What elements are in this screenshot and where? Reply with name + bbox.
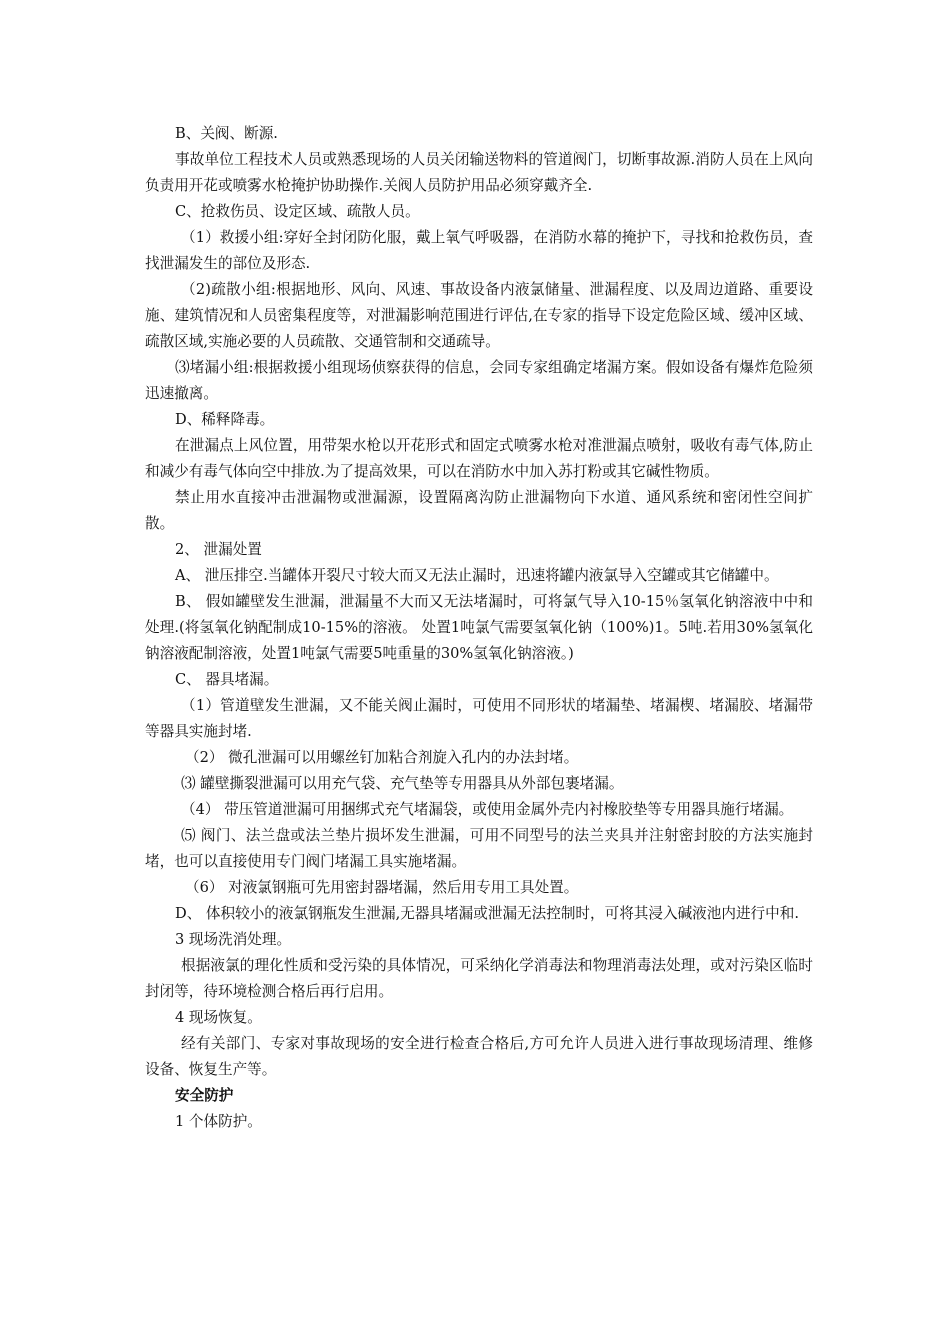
paragraph: 根据液氯的理化性质和受污染的具体情况，可采纳化学消毒法和物理消毒法处理，或对污染区临时封闭等，待环境检测合格后再行启用。: [145, 957, 813, 1000]
paragraph: ⑸ 阀门、法兰盘或法兰垫片损坏发生泄漏，可用不同型号的法兰夹具并注射密封胶的方法实施封堵，也可以直接使用专门阀门堵漏工具实施堵漏。: [145, 827, 813, 870]
paragraph: D、 体积较小的液氯钢瓶发生泄漏,无器具堵漏或泄漏无法控制时，可将其浸入碱液池内进行中和.: [175, 905, 799, 922]
paragraph: （2)疏散小组:根据地形、风向、风速、事故设备内液氯储量、泄漏程度、以及周边道路、重要设施、建筑情况和人员密集程度等，对泄漏影响范围进行评估,在专家的指导下设定危险区域、缓冲区域、疏散区域,实施必要的人员疏散、交通管制和交通疏导。: [145, 281, 813, 350]
document-body: [145, 121, 813, 1135]
section-heading: 4 现场恢复。: [175, 1009, 262, 1026]
paragraph: （4） 带压管道泄漏可用捆绑式充气堵漏袋，或使用金属外壳内衬橡胶垫等专用器具施行堵漏。: [181, 801, 794, 818]
paragraph: B、 假如罐壁发生泄漏，泄漏量不大而又无法堵漏时，可将氯气导入10-15％氢氧化钠溶液中中和处理.(将氢氧化钠配制成10-15%的溶液。 处置1吨氯气需要氢氧化钠（100%)1。5吨.若用30%氢氧化钠溶液配制溶液，处置1吨氯气需要5吨重量的30%氢氧化钠溶液。): [145, 593, 813, 662]
paragraph: 经有关部门、专家对事故现场的安全进行检查合格后,方可允许人员进入进行事故现场清理、维修设备、恢复生产等。: [145, 1035, 813, 1078]
paragraph: 禁止用水直接冲击泄漏物或泄漏源，设置隔离沟防止泄漏物向下水道、通风系统和密闭性空间扩散。: [145, 489, 813, 532]
paragraph: 事故单位工程技术人员或熟悉现场的人员关闭输送物料的管道阀门，切断事故源.消防人员在上风向负责用开花或喷雾水枪掩护协助操作.关阀人员防护用品必须穿戴齐全.: [145, 151, 813, 194]
paragraph: C、 器具堵漏。: [175, 671, 279, 688]
paragraph: ⑶堵漏小组:根据救援小组现场侦察获得的信息，会同专家组确定堵漏方案。假如设备有爆炸危险须迅速撤离。: [145, 359, 813, 402]
bold-heading: 安全防护: [175, 1087, 234, 1104]
paragraph: B、关阀、断源.: [175, 125, 278, 142]
section-heading: 2、 泄漏处置: [175, 541, 262, 558]
paragraph: （6） 对液氯钢瓶可先用密封器堵漏，然后用专用工具处置。: [185, 879, 579, 896]
paragraph: 在泄漏点上风位置，用带架水枪以开花形式和固定式喷雾水枪对准泄漏点喷射，吸收有毒气体,防止和减少有毒气体向空中排放.为了提高效果，可以在消防水中加入苏打粉或其它碱性物质。: [145, 437, 813, 480]
section-heading: 1 个体防护。: [175, 1113, 262, 1130]
paragraph: （2） 微孔泄漏可以用螺丝钉加粘合剂旋入孔内的办法封堵。: [185, 749, 579, 766]
paragraph: A、 泄压排空.当罐体开裂尺寸较大而又无法止漏时，迅速将罐内液氯导入空罐或其它储罐中。: [175, 567, 779, 584]
paragraph: C、抢救伤员、设定区域、疏散人员。: [175, 203, 420, 220]
paragraph: （1）管道壁发生泄漏，又不能关阀止漏时，可使用不同形状的堵漏垫、堵漏楔、堵漏胶、堵漏带等器具实施封堵.: [145, 697, 813, 740]
paragraph: （1）救援小组:穿好全封闭防化服，戴上氧气呼吸器，在消防水幕的掩护下，寻找和抢救伤员，查找泄漏发生的部位及形态.: [145, 229, 813, 272]
paragraph: ⑶ 罐壁撕裂泄漏可以用充气袋、充气垫等专用器具从外部包裹堵漏。: [181, 775, 624, 792]
section-heading: 3 现场洗消处理。: [175, 931, 292, 948]
paragraph: D、稀释降毒。: [175, 411, 275, 428]
